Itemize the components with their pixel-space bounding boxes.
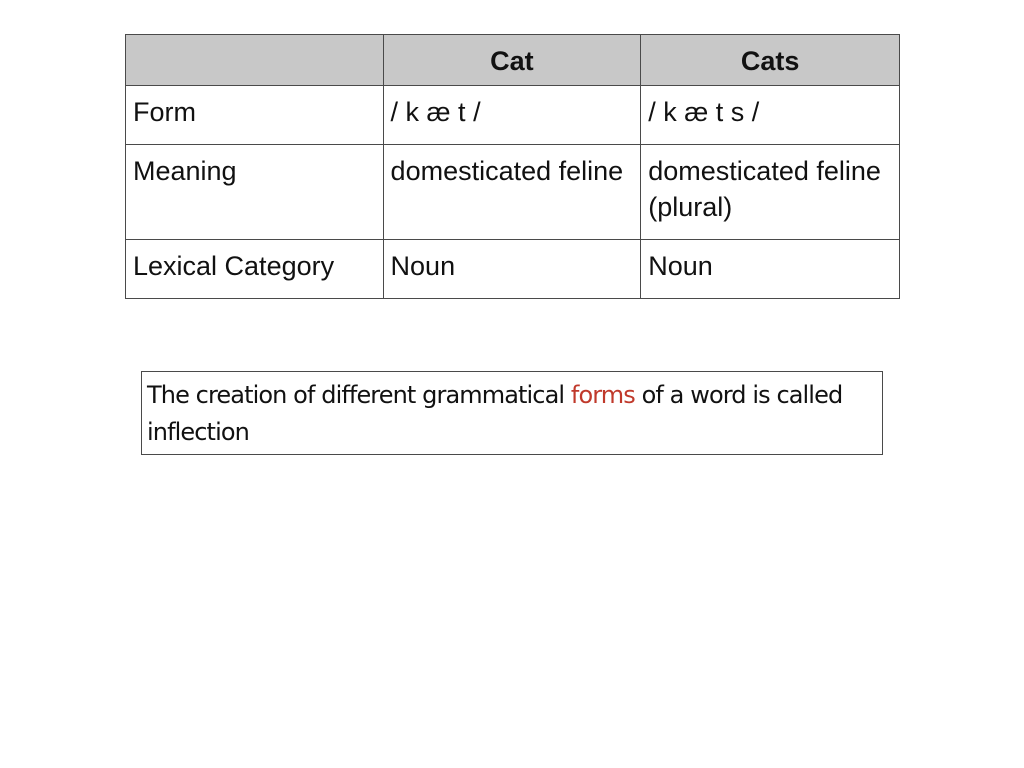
note-text-before: The creation of different grammatical bbox=[147, 381, 571, 409]
definition-note bbox=[141, 371, 883, 455]
table-row-meaning bbox=[126, 145, 900, 240]
note-text-after: of a word is called inflection bbox=[147, 381, 843, 446]
cell-form-cats: / k æ t s / bbox=[641, 86, 900, 145]
cell-lexical-cats: Noun bbox=[641, 240, 900, 299]
header-cell-cats: Cats bbox=[641, 35, 900, 86]
table-header-row bbox=[126, 35, 900, 86]
row-label-meaning: Meaning bbox=[126, 145, 384, 240]
note-highlight-forms: forms bbox=[570, 381, 635, 409]
table-row-form bbox=[126, 86, 900, 145]
table-row-lexical-category bbox=[126, 240, 900, 299]
header-cell-empty bbox=[126, 35, 384, 86]
cell-form-cat: / k æ t / bbox=[383, 86, 641, 145]
cell-lexical-cat: Noun bbox=[383, 240, 641, 299]
comparison-table bbox=[125, 34, 900, 299]
cell-meaning-cat: domesticated feline bbox=[383, 145, 641, 240]
row-label-lexical-category: Lexical Category bbox=[126, 240, 384, 299]
header-cell-cat: Cat bbox=[383, 35, 641, 86]
cell-meaning-cats: domesticated feline (plural) bbox=[641, 145, 900, 240]
row-label-form: Form bbox=[126, 86, 384, 145]
